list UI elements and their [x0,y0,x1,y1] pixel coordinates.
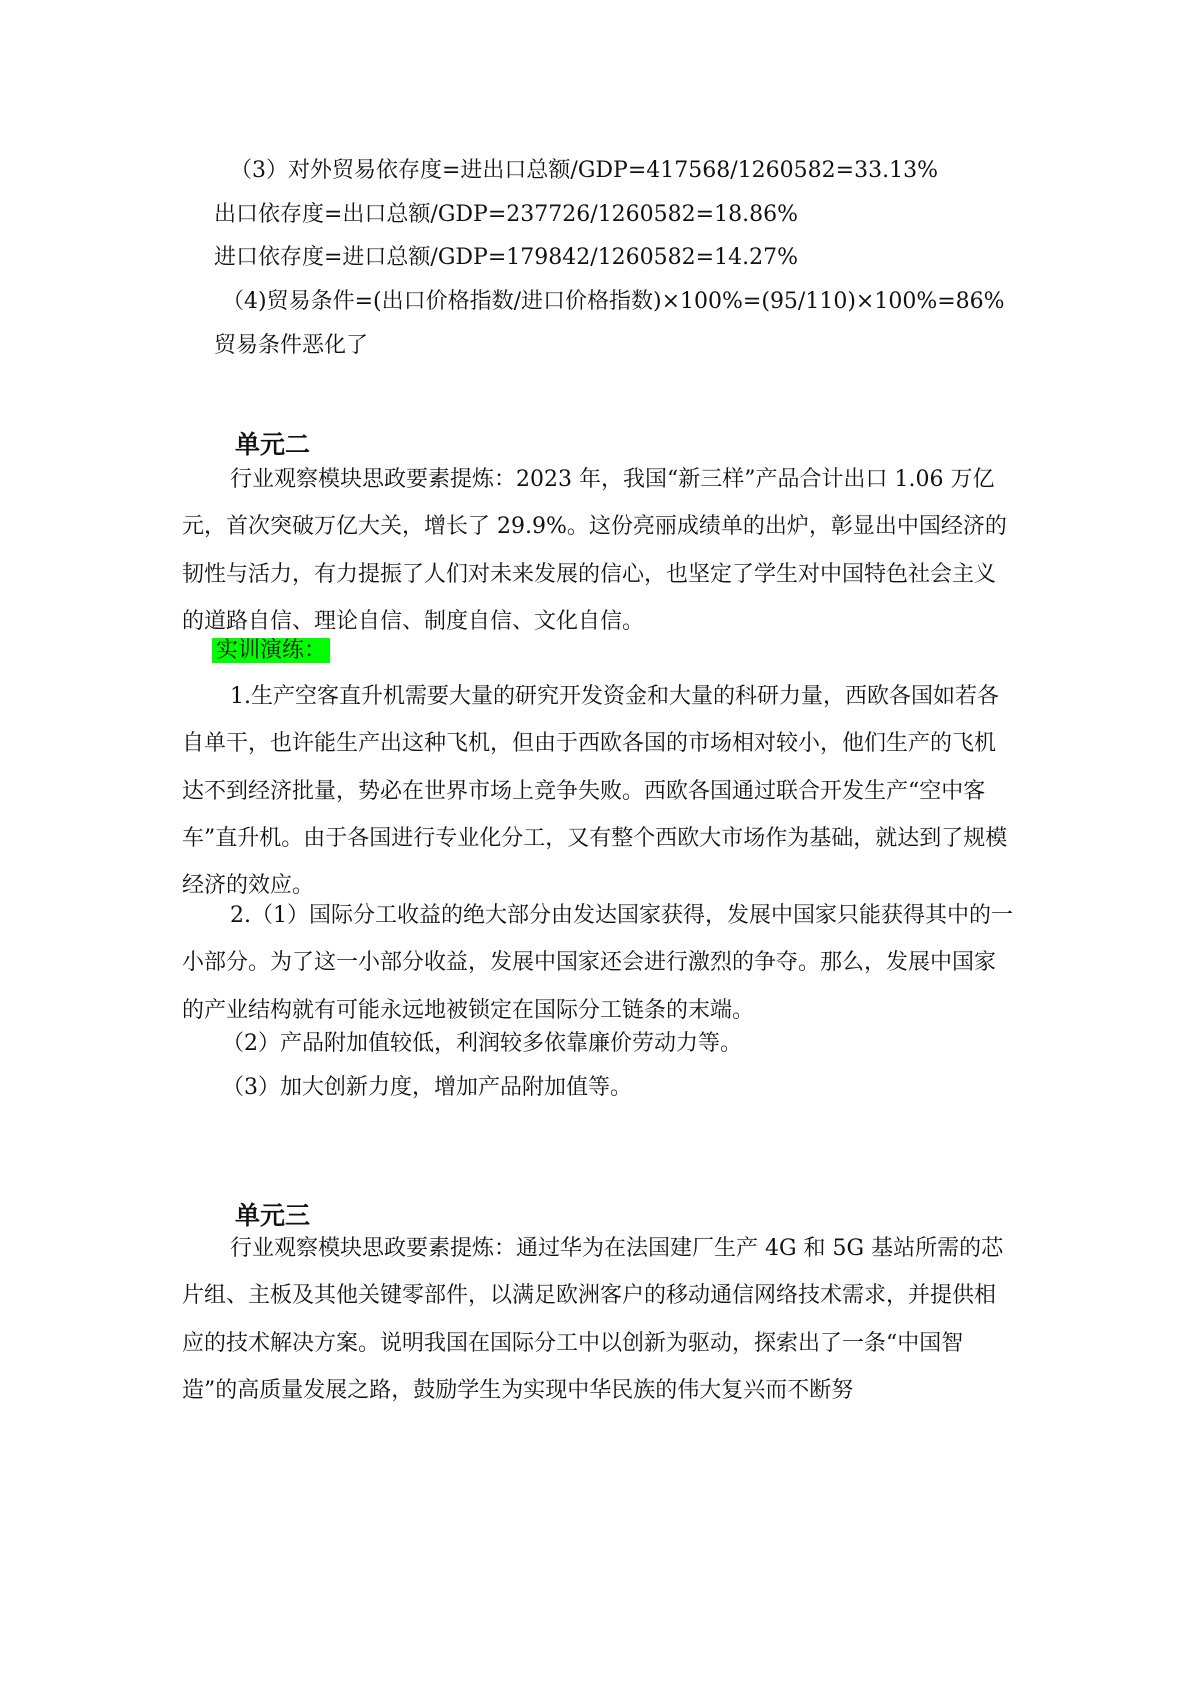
practice-label-line [212,636,330,666]
question-two-part-two: （2）产品附加值较低，利润较多依靠廉价劳动力等。 [222,1031,742,1056]
question-one-answer: 1.生产空客直升机需要大量的研究开发资金和大量的科研力量，西欧各国如若各自单干，也许能生产出这种飞机，但由于西欧各国的市场相对较小，他们生产的飞机达不到经济批量，势必在世界市场上竞争失败。西欧各国通过联合开发生产“空中客车”直升机。由于各国进行专业化分工，又有整个西欧大市场作为基础，就达到了规模经济的效应。 [182,684,1008,899]
practice-label: 实训演练： [212,638,330,663]
export-dependence-line: 出口依存度=出口总额/GDP=237726/1260582=18.86% [214,202,798,227]
import-dependence-line: 进口依存度=进口总额/GDP=179842/1260582=14.27% [214,245,798,270]
terms-of-trade-conclusion: 贸易条件恶化了 [214,333,369,358]
question-two-part-one: 2.（1）国际分工收益的绝大部分由发达国家获得，发展中国家只能获得其中的一小部分。为了这一小部分收益，发展中国家还会进行激烈的争夺。那么，发展中国家的产业结构就有可能永远地被锁定在国际分工链条的末端。 [182,903,1013,1023]
unit-three-observation: 行业观察模块思政要素提炼：通过华为在法国建厂生产 4G 和 5G 基站所需的芯片组、主板及其他关键零部件，以满足欧洲客户的移动通信网络技术需求，并提供相应的技术解决方案。说明我国在国际分工中以创新为驱动，探索出了一条“中国智造”的高质量发展之路，鼓励学生为实现中华民族的伟大复兴而不断努 [182,1236,1004,1403]
unit-two-observation: 行业观察模块思政要素提炼：2023 年，我国“新三样”产品合计出口 1.06 万亿元，首次突破万亿大关，增长了 29.9%。这份亮丽成绩单的出炉，彰显出中国经济的韧性与活力，有力提振了人们对未来发展的信心，也坚定了学生对中国特色社会主义的道路自信、理论自信、制度自信、文化自信。 [182,467,1007,634]
unit-three-heading: 单元三 [235,1201,311,1230]
question-two-part-three: （3）加大创新力度，增加产品附加值等。 [222,1075,632,1100]
terms-of-trade-line: （4)贸易条件=(出口价格指数/进口价格指数)×100%=(95/110)×100%=86% [222,289,1005,314]
trade-dependence-line: （3）对外贸易依存度=进出口总额/GDP=417568/1260582=33.13% [230,158,938,183]
unit-two-heading: 单元二 [235,430,311,459]
